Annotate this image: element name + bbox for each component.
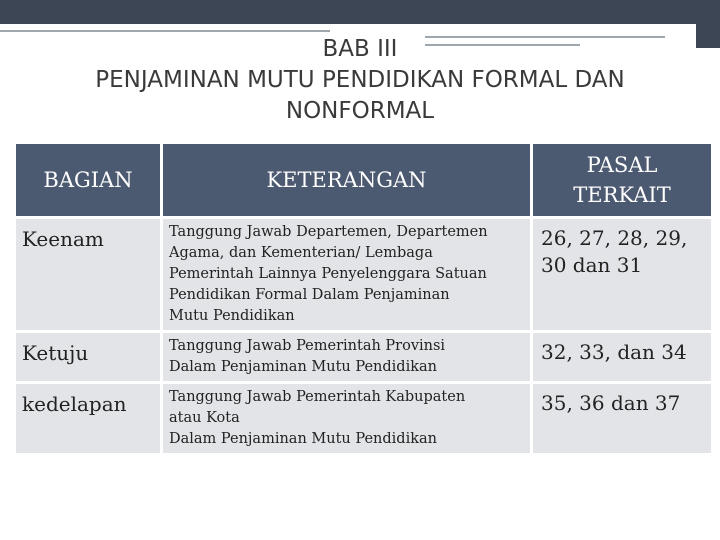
- table-row: [16, 384, 711, 453]
- cell-pasal: 32, 33, dan 34: [533, 333, 711, 381]
- cell-pasal: 26, 27, 28, 29, 30 dan 31: [533, 219, 711, 330]
- header-bagian: BAGIAN: [16, 144, 160, 216]
- cell-bagian: kedelapan: [16, 384, 160, 453]
- cell-keterangan: Tanggung Jawab Departemen, Departemen Agama, dan Kementerian/ Lembaga Pemerintah Lainnya Penyelenggara Satuan Pendidikan Formal Dalam Penjaminan Mutu Pendidikan: [163, 219, 530, 330]
- title-line-2: PENJAMINAN MUTU PENDIDIKAN FORMAL DAN: [95, 67, 625, 93]
- header-pasal: PASAL TERKAIT: [533, 144, 711, 216]
- title-line-3: NONFORMAL: [285, 98, 435, 124]
- cell-pasal: 35, 36 dan 37: [533, 384, 711, 453]
- title-line-1: BAB III: [322, 36, 398, 62]
- header-dark-band: [0, 0, 720, 24]
- table-header-row: [16, 144, 711, 216]
- responsibility-table: [13, 141, 714, 456]
- table-row: [16, 219, 711, 330]
- header-keterangan: KETERANGAN: [163, 144, 530, 216]
- table-row: [16, 333, 711, 381]
- header-rule-left: [0, 30, 330, 32]
- cell-bagian: Ketuju: [16, 333, 160, 381]
- cell-bagian: Keenam: [16, 219, 160, 330]
- page-title: [0, 34, 720, 127]
- cell-keterangan: Tanggung Jawab Pemerintah Provinsi Dalam Penjaminan Mutu Pendidikan: [163, 333, 530, 381]
- cell-keterangan: Tanggung Jawab Pemerintah Kabupaten atau Kota Dalam Penjaminan Mutu Pendidikan: [163, 384, 530, 453]
